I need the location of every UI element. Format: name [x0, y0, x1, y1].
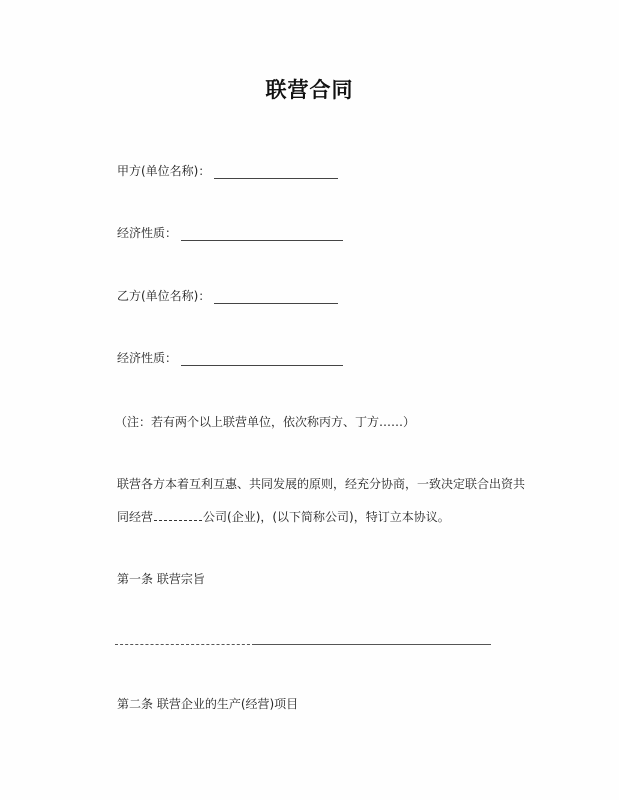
party-b-name-field[interactable]: [214, 291, 338, 304]
article-1-heading: 第一条 联营宗旨: [117, 572, 205, 586]
party-b-nature-label: 经济性质：: [117, 351, 178, 365]
party-a-nature-label: 经济性质：: [117, 226, 178, 240]
company-name-field[interactable]: [154, 509, 202, 521]
note-text: （注：若有两个以上联营单位，依次称丙方、丁方……）: [115, 415, 416, 429]
party-a-row: [117, 163, 338, 179]
party-a-nature-row: [117, 225, 343, 241]
intro-line2-prefix: 同经营: [117, 510, 154, 524]
party-a-nature-field[interactable]: [181, 228, 343, 241]
article-1-content-field[interactable]: [115, 644, 491, 645]
party-a-label: 甲方(单位名称)：: [117, 164, 211, 178]
intro-paragraph-line-2: [117, 509, 517, 525]
intro-paragraph-line-1: 联营各方本着互利互惠、共同发展的原则，经充分协商，一致决定联合出资共: [117, 477, 526, 491]
intro-line2-suffix: 公司(企业)，(以下简称公司)，特订立本协议。: [203, 510, 450, 524]
document-title: 联营合同: [265, 78, 354, 102]
party-b-label: 乙方(单位名称)：: [117, 289, 211, 303]
party-b-nature-field[interactable]: [181, 353, 343, 366]
article-1-rule-solid: [255, 644, 491, 645]
article-2-heading: 第二条 联营企业的生产(经营)项目: [117, 697, 299, 711]
article-1-rule-dashed: [115, 644, 255, 645]
party-a-name-field[interactable]: [214, 166, 338, 179]
party-b-row: [117, 288, 338, 304]
party-b-nature-row: [117, 350, 343, 366]
